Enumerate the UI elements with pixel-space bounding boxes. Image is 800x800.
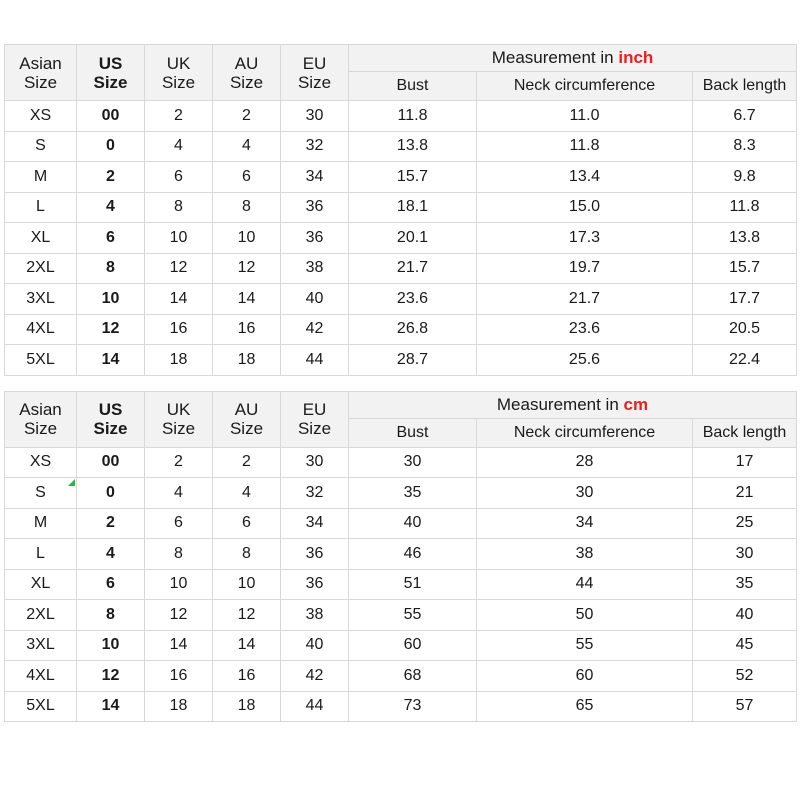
header-neck-circumference: Neck circumference (477, 418, 693, 447)
green-corner-marker-icon (68, 479, 75, 486)
cell-uk: 6 (145, 508, 213, 539)
cell-eu: 44 (281, 345, 349, 376)
header-asian-size: Asian Size (5, 45, 77, 101)
cell-back: 52 (693, 661, 797, 692)
cell-back: 17 (693, 447, 797, 478)
cell-back: 22.4 (693, 345, 797, 376)
cell-au: 10 (213, 569, 281, 600)
table-row (5, 314, 797, 345)
cell-asian: XS (5, 447, 77, 478)
cell-neck: 11.8 (477, 131, 693, 162)
cell-uk: 2 (145, 101, 213, 132)
cell-us: 6 (77, 569, 145, 600)
cell-back: 6.7 (693, 101, 797, 132)
cell-neck: 19.7 (477, 253, 693, 284)
cell-neck: 34 (477, 508, 693, 539)
cell-asian: XL (5, 569, 77, 600)
table-row (5, 192, 797, 223)
cell-au: 12 (213, 600, 281, 631)
cell-us: 14 (77, 345, 145, 376)
cell-eu: 44 (281, 691, 349, 722)
cell-back: 30 (693, 539, 797, 570)
cell-asian: 4XL (5, 314, 77, 345)
cell-bust: 15.7 (349, 162, 477, 193)
cell-bust: 21.7 (349, 253, 477, 284)
cell-us: 12 (77, 314, 145, 345)
cell-asian: L (5, 539, 77, 570)
cell-uk: 4 (145, 478, 213, 509)
cell-eu: 34 (281, 162, 349, 193)
cell-eu: 30 (281, 101, 349, 132)
cell-neck: 17.3 (477, 223, 693, 254)
cell-asian: XL (5, 223, 77, 254)
cell-bust: 11.8 (349, 101, 477, 132)
table-row (5, 600, 797, 631)
cell-au: 8 (213, 539, 281, 570)
table-row (5, 447, 797, 478)
header-uk-size: UK Size (145, 45, 213, 101)
cell-uk: 2 (145, 447, 213, 478)
cell-uk: 6 (145, 162, 213, 193)
table-body-inch (5, 101, 797, 376)
cell-us: 10 (77, 284, 145, 315)
table-row (5, 101, 797, 132)
header-neck-circumference: Neck circumference (477, 72, 693, 101)
cell-au: 4 (213, 131, 281, 162)
cell-bust: 73 (349, 691, 477, 722)
cell-bust: 60 (349, 630, 477, 661)
measurement-unit-title: Measurement in cm (349, 391, 797, 418)
cell-bust: 68 (349, 661, 477, 692)
cell-eu: 40 (281, 284, 349, 315)
table-gap (4, 376, 796, 391)
cell-uk: 16 (145, 661, 213, 692)
cell-back: 9.8 (693, 162, 797, 193)
cell-us: 10 (77, 630, 145, 661)
cell-neck: 25.6 (477, 345, 693, 376)
cell-asian: 3XL (5, 630, 77, 661)
cell-uk: 12 (145, 253, 213, 284)
table-row (5, 162, 797, 193)
cell-bust: 28.7 (349, 345, 477, 376)
cell-bust: 40 (349, 508, 477, 539)
cell-au: 6 (213, 162, 281, 193)
header-eu-size: EU Size (281, 391, 349, 447)
cell-eu: 36 (281, 569, 349, 600)
cell-bust: 46 (349, 539, 477, 570)
cell-asian: S (5, 478, 77, 509)
cell-eu: 36 (281, 539, 349, 570)
cell-neck: 55 (477, 630, 693, 661)
cell-neck: 30 (477, 478, 693, 509)
table-row (5, 508, 797, 539)
header-au-size: AU Size (213, 45, 281, 101)
cell-neck: 15.0 (477, 192, 693, 223)
cell-uk: 10 (145, 569, 213, 600)
cell-back: 21 (693, 478, 797, 509)
measurement-unit-label: cm (623, 394, 649, 414)
cell-us: 00 (77, 101, 145, 132)
cell-uk: 10 (145, 223, 213, 254)
cell-asian: 2XL (5, 253, 77, 284)
cell-bust: 51 (349, 569, 477, 600)
cell-asian: XS (5, 101, 77, 132)
cell-uk: 14 (145, 630, 213, 661)
cell-uk: 12 (145, 600, 213, 631)
cell-us: 0 (77, 131, 145, 162)
table-row (5, 661, 797, 692)
cell-neck: 23.6 (477, 314, 693, 345)
header-bust: Bust (349, 72, 477, 101)
table-row (5, 223, 797, 254)
cell-us: 8 (77, 253, 145, 284)
table-row (5, 478, 797, 509)
cell-eu: 40 (281, 630, 349, 661)
cell-eu: 38 (281, 600, 349, 631)
cell-eu: 30 (281, 447, 349, 478)
cell-bust: 55 (349, 600, 477, 631)
cell-asian: 3XL (5, 284, 77, 315)
cell-us: 00 (77, 447, 145, 478)
header-us-size: US Size (77, 45, 145, 101)
cell-neck: 38 (477, 539, 693, 570)
size-table-inch (4, 44, 797, 376)
cell-au: 10 (213, 223, 281, 254)
table-row (5, 630, 797, 661)
cell-asian: 4XL (5, 661, 77, 692)
cell-us: 4 (77, 539, 145, 570)
cell-au: 2 (213, 101, 281, 132)
cell-back: 8.3 (693, 131, 797, 162)
cell-au: 12 (213, 253, 281, 284)
cell-uk: 4 (145, 131, 213, 162)
cell-au: 18 (213, 345, 281, 376)
cell-bust: 13.8 (349, 131, 477, 162)
cell-back: 20.5 (693, 314, 797, 345)
table-row (5, 284, 797, 315)
cell-asian: 5XL (5, 345, 77, 376)
cell-us: 14 (77, 691, 145, 722)
cell-au: 18 (213, 691, 281, 722)
cell-neck: 13.4 (477, 162, 693, 193)
cell-us: 0 (77, 478, 145, 509)
cell-eu: 36 (281, 192, 349, 223)
cell-us: 8 (77, 600, 145, 631)
cell-back: 35 (693, 569, 797, 600)
cell-uk: 16 (145, 314, 213, 345)
cell-neck: 65 (477, 691, 693, 722)
cell-au: 14 (213, 284, 281, 315)
cell-uk: 14 (145, 284, 213, 315)
cell-bust: 23.6 (349, 284, 477, 315)
cell-asian: 2XL (5, 600, 77, 631)
cell-eu: 32 (281, 131, 349, 162)
cell-au: 16 (213, 661, 281, 692)
table-row (5, 131, 797, 162)
table-row (5, 569, 797, 600)
cell-asian: 5XL (5, 691, 77, 722)
table-header-row (5, 45, 797, 72)
cell-back: 57 (693, 691, 797, 722)
header-back-length: Back length (693, 418, 797, 447)
header-au-size: AU Size (213, 391, 281, 447)
header-asian-size: Asian Size (5, 391, 77, 447)
table-row (5, 253, 797, 284)
cell-eu: 34 (281, 508, 349, 539)
cell-neck: 60 (477, 661, 693, 692)
cell-neck: 50 (477, 600, 693, 631)
cell-neck: 44 (477, 569, 693, 600)
cell-eu: 36 (281, 223, 349, 254)
cell-au: 14 (213, 630, 281, 661)
cell-asian: S (5, 131, 77, 162)
table-header-row (5, 391, 797, 418)
header-eu-size: EU Size (281, 45, 349, 101)
table-row (5, 691, 797, 722)
table-row (5, 345, 797, 376)
cell-au: 16 (213, 314, 281, 345)
cell-eu: 42 (281, 661, 349, 692)
cell-us: 6 (77, 223, 145, 254)
cell-neck: 21.7 (477, 284, 693, 315)
cell-au: 8 (213, 192, 281, 223)
cell-bust: 18.1 (349, 192, 477, 223)
size-table-cm (4, 391, 797, 723)
cell-asian: M (5, 162, 77, 193)
cell-au: 4 (213, 478, 281, 509)
cell-uk: 18 (145, 345, 213, 376)
cell-uk: 8 (145, 539, 213, 570)
cell-eu: 32 (281, 478, 349, 509)
header-back-length: Back length (693, 72, 797, 101)
cell-bust: 30 (349, 447, 477, 478)
cell-us: 2 (77, 508, 145, 539)
cell-back: 25 (693, 508, 797, 539)
table-row (5, 539, 797, 570)
header-bust: Bust (349, 418, 477, 447)
table-body-cm (5, 447, 797, 722)
header-us-size: US Size (77, 391, 145, 447)
measurement-unit-title: Measurement in inch (349, 45, 797, 72)
cell-asian: L (5, 192, 77, 223)
cell-back: 13.8 (693, 223, 797, 254)
measurement-unit-label: inch (618, 48, 654, 67)
cell-back: 17.7 (693, 284, 797, 315)
cell-back: 45 (693, 630, 797, 661)
cell-back: 15.7 (693, 253, 797, 284)
cell-asian: M (5, 508, 77, 539)
cell-uk: 18 (145, 691, 213, 722)
cell-neck: 28 (477, 447, 693, 478)
cell-eu: 38 (281, 253, 349, 284)
cell-bust: 35 (349, 478, 477, 509)
cell-us: 2 (77, 162, 145, 193)
cell-back: 11.8 (693, 192, 797, 223)
cell-bust: 26.8 (349, 314, 477, 345)
cell-us: 4 (77, 192, 145, 223)
cell-au: 2 (213, 447, 281, 478)
header-uk-size: UK Size (145, 391, 213, 447)
cell-back: 40 (693, 600, 797, 631)
cell-eu: 42 (281, 314, 349, 345)
cell-au: 6 (213, 508, 281, 539)
cell-uk: 8 (145, 192, 213, 223)
cell-us: 12 (77, 661, 145, 692)
cell-bust: 20.1 (349, 223, 477, 254)
cell-neck: 11.0 (477, 101, 693, 132)
